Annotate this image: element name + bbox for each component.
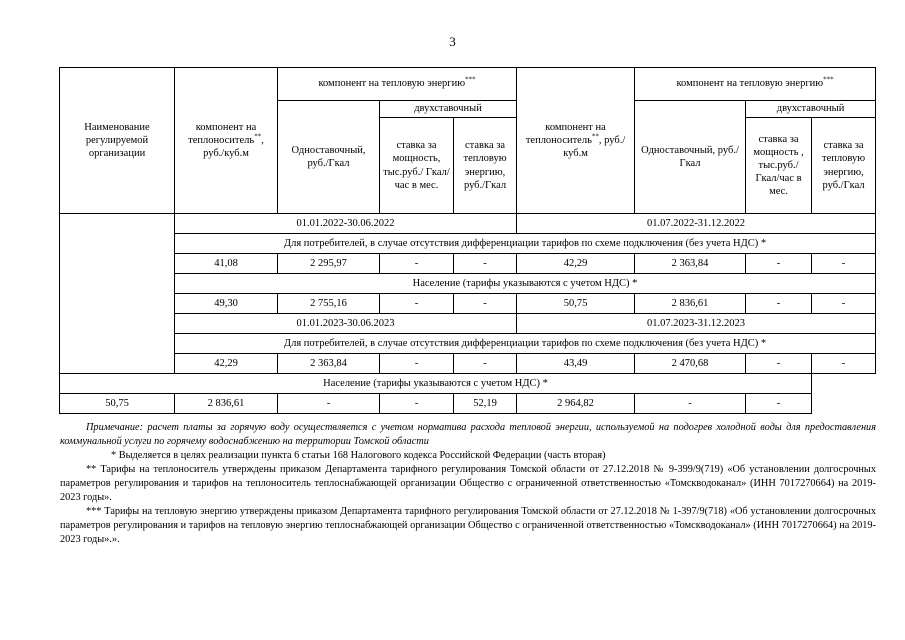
period-row-2023 [60, 314, 876, 334]
population-label: Население (тарифы указываются с учетом НДС) * [60, 374, 812, 394]
two-rate-header-left: двухставочный [380, 101, 517, 118]
table-cell: 2 964,82 [517, 394, 635, 414]
period-row-2022 [60, 214, 876, 234]
period-2023-h1: 01.01.2023-30.06.2023 [175, 314, 517, 334]
table-cell: - [454, 354, 517, 374]
capacity-rate-header-left: ставка за мощность, тыс.руб./ Гкал/час в мес. [380, 118, 454, 214]
consumers-label: Для потребителей, в случае отсутствия дифференциации тарифов по схеме подключения (без учета НДС) * [175, 334, 876, 354]
table-cell: - [454, 254, 517, 274]
table-cell: 42,29 [175, 354, 278, 374]
table-cell: - [812, 354, 876, 374]
table-cell: 2 295,97 [278, 254, 380, 274]
table-cell: - [812, 254, 876, 274]
table-cell: 2 836,61 [635, 294, 746, 314]
table-cell: - [635, 394, 746, 414]
table-row [60, 254, 876, 274]
table-cell: 49,30 [175, 294, 278, 314]
two-rate-header-right: двухставочный [746, 101, 876, 118]
capacity-rate-header-right: ставка за мощность , тыс.руб./ Гкал/час в мес. [746, 118, 812, 214]
heat-component-header-right: компонент на тепловую энергию*** [635, 68, 876, 101]
single-rate-header-right: Одноставочный, руб./Гкал [635, 101, 746, 214]
single-rate-header-left: Одноставочный, руб./Гкал [278, 101, 380, 214]
table-cell: 2 363,84 [278, 354, 380, 374]
table-cell: 43,49 [517, 354, 635, 374]
population-label: Население (тарифы указываются с учетом НДС) * [175, 274, 876, 294]
table-cell: - [278, 394, 380, 414]
table-cell: - [380, 394, 454, 414]
table-cell: 2 363,84 [635, 254, 746, 274]
table-row [60, 354, 876, 374]
table-row [60, 294, 876, 314]
consumers-label-row [60, 334, 876, 354]
table-row [60, 394, 876, 414]
table-cell: - [746, 294, 812, 314]
footnote-1: * Выделяется в целях реализации пункта 6 статьи 168 Налогового кодекса Российской Федерации (часть вторая) [111, 450, 606, 461]
table-cell: - [380, 354, 454, 374]
notes-section [60, 421, 876, 547]
table-cell: 42,29 [517, 254, 635, 274]
table-cell: 50,75 [517, 294, 635, 314]
period-2022-h1: 01.01.2022-30.06.2022 [175, 214, 517, 234]
table-cell: 41,08 [175, 254, 278, 274]
consumers-label: Для потребителей, в случае отсутствия дифференциации тарифов по схеме подключения (без учета НДС) * [175, 234, 876, 254]
table-cell: - [380, 294, 454, 314]
carrier-component-header-right: компонент на теплоноситель**, руб./куб.м [517, 68, 635, 214]
table-cell: - [746, 254, 812, 274]
population-label-row [60, 274, 876, 294]
organization-name-cell [60, 214, 175, 374]
table-cell: 52,19 [454, 394, 517, 414]
footnote-3: *** Тарифы на тепловую энергию утверждены приказом Департамента тарифного регулирования Томской области от 27.12.2018 № 1-397/9(718) «Об установлении долгосрочных параметров регулирования и тарифов на тепловую энергию теплоснабжающей организации Общество с ограниченной ответственностью «Томскводоканал» (ИНН 7017270664) на 2019-2023 годы».». [60, 506, 876, 545]
table-cell: - [380, 254, 454, 274]
page-number: 3 [449, 34, 456, 49]
table-cell: - [746, 394, 812, 414]
population-label-row [60, 374, 876, 394]
heat-component-header-left: компонент на тепловую энергию*** [278, 68, 517, 101]
carrier-component-header-left: компонент на теплоноситель**, руб./куб.м [175, 68, 278, 214]
table-cell: - [746, 354, 812, 374]
organization-name-header: Наименование регулируемой организации [60, 68, 175, 214]
energy-rate-header-right: ставка за тепловую энергию, руб./Гкал [812, 118, 876, 214]
table-cell: - [812, 294, 876, 314]
table-cell: 2 836,61 [175, 394, 278, 414]
period-2022-h2: 01.07.2022-31.12.2022 [517, 214, 876, 234]
footnote-2: ** Тарифы на теплоноситель утверждены приказом Департамента тарифного регулирования Томской области от 27.12.2018 № 9-399/9(719) «Об установлении долгосрочных параметров регулирования и тарифов на теплоноситель теплоснабжающей организации Общество с ограниченной ответственностью «Томскводоканал» (ИНН 7017270664) на 2019-2023 годы». [60, 464, 876, 503]
table-cell: 2 470,68 [635, 354, 746, 374]
consumers-label-row [60, 234, 876, 254]
period-2023-h2: 01.07.2023-31.12.2023 [517, 314, 876, 334]
tariff-table [59, 67, 876, 414]
header-row-1 [60, 68, 876, 101]
energy-rate-header-left: ставка за тепловую энергию, руб./Гкал [454, 118, 517, 214]
table-cell: 2 755,16 [278, 294, 380, 314]
table-cell: - [454, 294, 517, 314]
table-cell: 50,75 [60, 394, 175, 414]
remark-note: Примечание: расчет платы за горячую воду осуществляется с учетом норматива расхода тепловой энергии, используемой на подогрев холодной воды для предоставления коммунальной услуги по горячему водоснабжению на территории Томской области [60, 422, 876, 447]
